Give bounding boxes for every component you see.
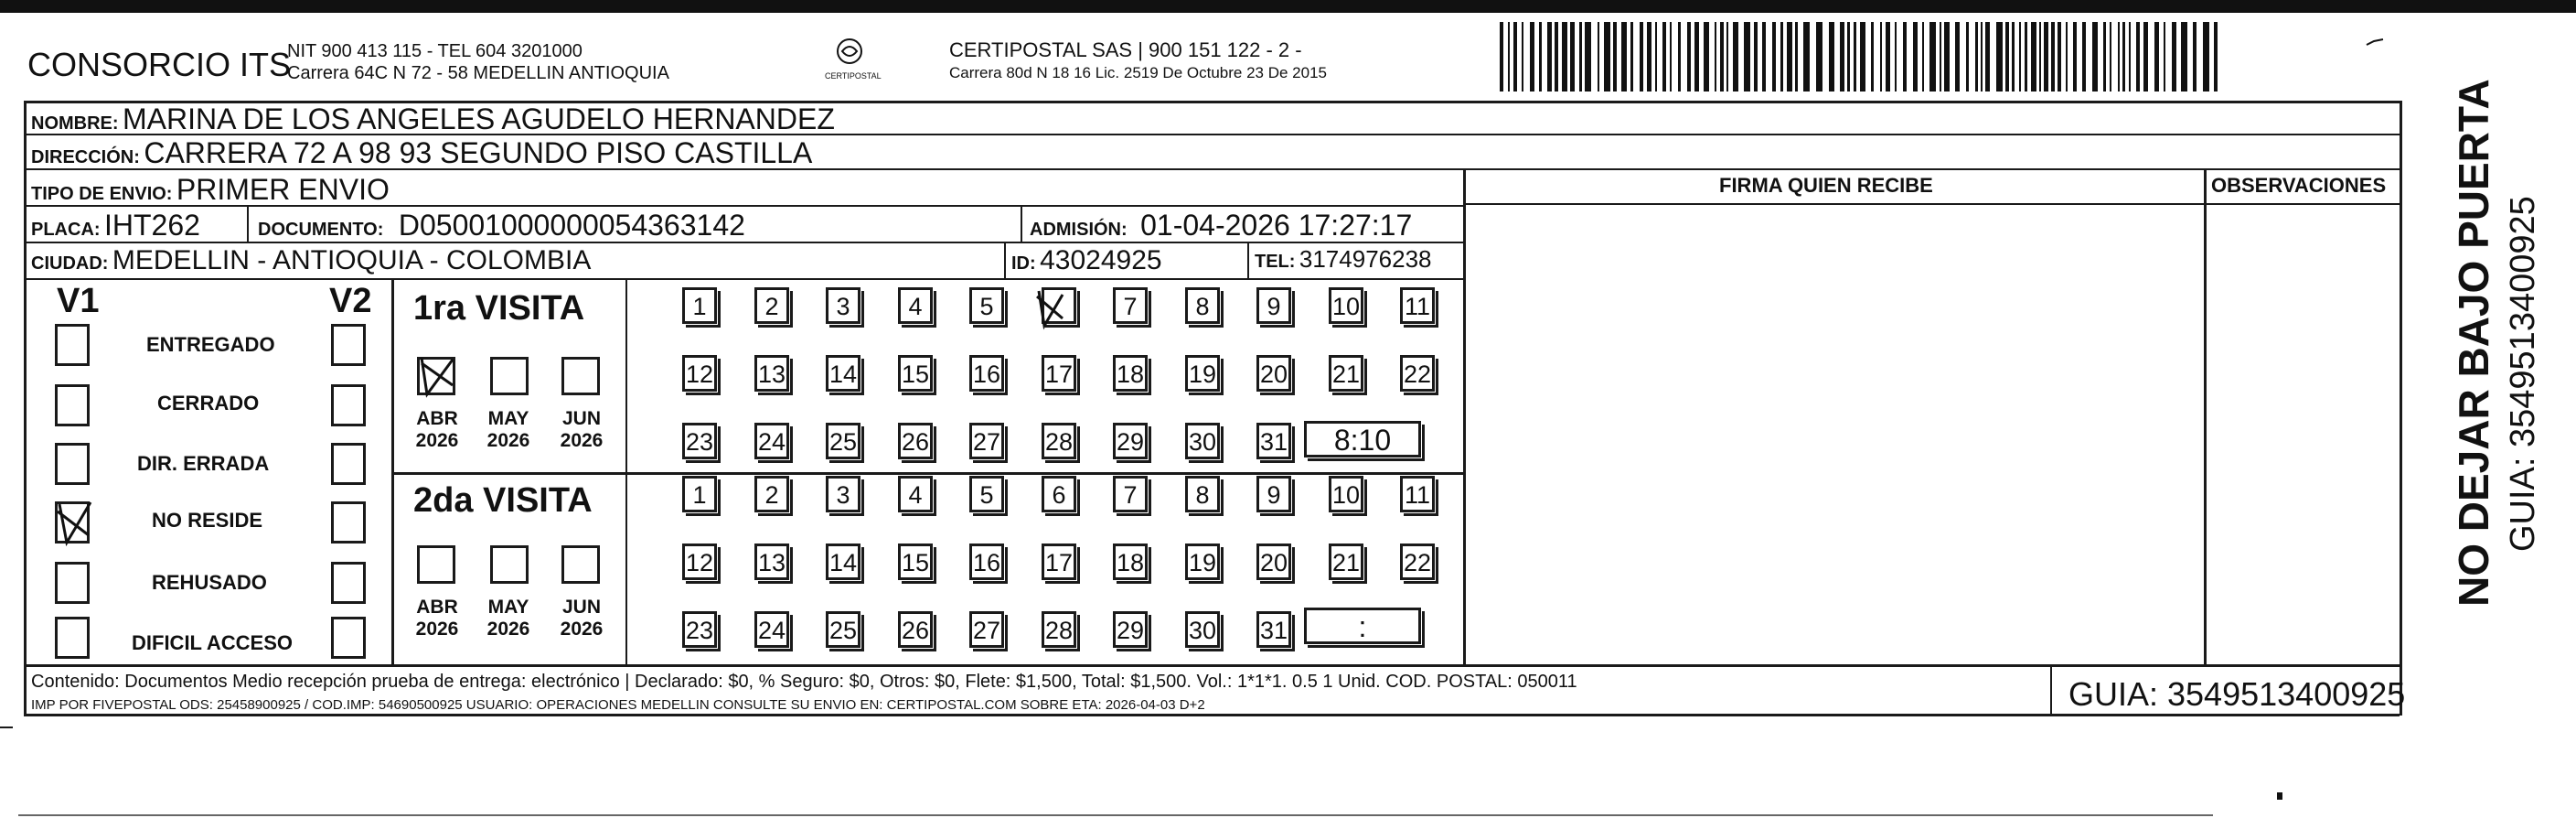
days-divider [625,280,627,664]
days2-day-23[interactable]: 23 [682,611,717,648]
second-visit-time[interactable]: : [1304,608,1421,644]
days2-day-2[interactable]: 2 [754,476,789,512]
nombre-row [31,102,835,136]
status-cerrado-label: CERRADO [157,392,260,414]
days1-day-16[interactable]: 16 [969,355,1004,392]
month-name: MAY [487,597,529,618]
guia-divider [2050,666,2052,714]
days2-day-22[interactable]: 22 [1400,544,1435,580]
visit1-may-label [481,408,536,452]
month-name: MAY [487,408,529,429]
days1-day-12[interactable]: 12 [682,355,717,392]
second-visit-title: 2da VISITA [413,481,593,520]
month-name: JUN [561,597,601,618]
month-year: 2026 [560,430,604,451]
days1-day-5[interactable]: 5 [969,287,1004,324]
status-dir-errada-label: DIR. ERRADA [137,452,270,475]
days1-day-15[interactable]: 15 [898,355,933,392]
v1-rehusado-checkbox[interactable] [55,562,90,604]
no-dejar-bajo-puerta-warning: NO DEJAR BAJO PUERTA [2450,79,2497,607]
nombre-value: MARINA DE LOS ANGELES AGUDELO HERNANDEZ [123,102,835,135]
admision-divider [1021,207,1022,242]
v1-no-reside-checkbox[interactable] [55,501,90,544]
days1-day-20[interactable]: 20 [1256,355,1291,392]
v2-dir-errada-checkbox[interactable] [331,443,366,485]
v2-no-reside-checkbox[interactable] [331,501,366,544]
days2-day-16[interactable]: 16 [969,544,1004,580]
tel-cell [1255,245,1432,274]
barcode [1500,22,2231,91]
days1-day-23[interactable]: 23 [682,423,717,459]
direccion-value: CARRERA 72 A 98 93 SEGUNDO PISO CASTILLA [144,136,813,169]
scan-dot [2277,792,2282,800]
days1-day-13[interactable]: 13 [754,355,789,392]
scan-mark [2365,37,2387,48]
days1-day-21[interactable]: 21 [1329,355,1363,392]
days2-day-28[interactable]: 28 [1042,611,1076,648]
tipo-row [31,173,390,207]
days2-day-18[interactable]: 18 [1113,544,1148,580]
days1-day-14[interactable]: 14 [826,355,860,392]
days1-day-30[interactable]: 30 [1185,423,1220,459]
v2-cerrado-checkbox[interactable] [331,384,366,426]
ciudad-value: MEDELLIN - ANTIOQUIA - COLOMBIA [112,245,592,275]
tipo-value: PRIMER ENVIO [176,173,390,206]
days2-day-25[interactable]: 25 [826,611,860,648]
top-border [0,0,2576,13]
nombre-label: NOMBRE: [31,113,119,134]
direccion-label: DIRECCIÓN: [31,147,140,167]
visit2-abr-checkbox[interactable] [417,545,455,584]
days2-day-17[interactable]: 17 [1042,544,1076,580]
ciudad-label: CIUDAD: [31,253,109,274]
visit2-may-label [481,597,536,640]
month-name: ABR [416,597,458,618]
days1-day-7[interactable]: 7 [1113,287,1148,324]
documento-value: D05001000000054363142 [398,209,745,242]
days2-day-7[interactable]: 7 [1113,476,1148,512]
v1-cerrado-checkbox[interactable] [55,384,90,426]
v2-dificil-acceso-checkbox[interactable] [331,617,366,659]
days1-day-29[interactable]: 29 [1113,423,1148,459]
logo-text: CERTIPOSTAL [825,71,882,81]
month-year: 2026 [560,619,604,640]
form-right-line [2400,101,2402,716]
placa-label: PLACA: [31,220,101,240]
company-info-1: NIT 900 413 115 - TEL 604 3201000 [287,41,583,61]
days1-day-28[interactable]: 28 [1042,423,1076,459]
scan-bottom-edge [18,814,2213,816]
company-name: CONSORCIO ITS [27,46,292,83]
carrier-info-2: Carrera 80d N 18 16 Lic. 2519 De Octubre 23 De 2015 [949,64,1327,81]
days1-day-31[interactable]: 31 [1256,423,1291,459]
v1-entregado-checkbox[interactable] [55,324,90,366]
days2-day-8[interactable]: 8 [1185,476,1220,512]
days1-day-18[interactable]: 18 [1113,355,1148,392]
firma-header: FIRMA QUIEN RECIBE [1719,174,1933,197]
company-info-2: Carrera 64C N 72 - 58 MEDELLIN ANTIOQUIA [287,63,669,83]
days2-day-1[interactable]: 1 [682,476,717,512]
admision-value: 01-04-2026 17:27:17 [1140,209,1413,242]
days2-day-11[interactable]: 11 [1400,476,1435,512]
first-visit-time[interactable]: 8:10 [1304,421,1421,457]
days2-day-20[interactable]: 20 [1256,544,1291,580]
id-label: ID: [1011,253,1036,274]
visit2-may-checkbox[interactable] [490,545,529,584]
days1-day-22[interactable]: 22 [1400,355,1435,392]
days2-day-21[interactable]: 21 [1329,544,1363,580]
carrier-info-1: CERTIPOSTAL SAS | 900 151 122 - 2 - [949,38,1302,61]
month-year: 2026 [415,430,459,451]
id-value: 43024925 [1040,245,1162,275]
days2-day-13[interactable]: 13 [754,544,789,580]
line-after-sign-header [1463,203,2400,205]
days1-day-17[interactable]: 17 [1042,355,1076,392]
month-year: 2026 [415,619,459,640]
admision-cell [1030,209,1412,242]
v1-header: V1 [57,282,100,320]
days2-day-14[interactable]: 14 [826,544,860,580]
days2-day-12[interactable]: 12 [682,544,717,580]
days2-day-6[interactable]: 6 [1042,476,1076,512]
days2-day-10[interactable]: 10 [1329,476,1363,512]
check-mark-icon [54,499,96,550]
documento-label: DOCUMENTO: [258,220,384,240]
visit1-abr-label [410,408,465,452]
admision-label: ADMISIÓN: [1030,220,1128,240]
certipostal-logo [825,35,882,88]
observaciones-header: OBSERVACIONES [2211,174,2387,197]
days1-day-3[interactable]: 3 [826,287,860,324]
visit-divider [391,472,1463,475]
id-cell [1011,245,1162,276]
visit2-jun-checkbox[interactable] [561,545,600,584]
documento-cell [258,209,745,242]
v2-header: V2 [329,282,372,320]
days1-day-26[interactable]: 26 [898,423,933,459]
status-no-reside-label: NO RESIDE [152,509,263,532]
visit2-jun-label [554,597,609,640]
visit2-abr-label [410,597,465,640]
status-dificil-acceso-label: DIFICIL ACCESO [132,631,294,654]
direccion-row [31,136,812,170]
id-divider [1004,243,1006,278]
footer-guia: GUIA: 3549513400925 [2068,675,2406,713]
v2-entregado-checkbox[interactable] [331,324,366,366]
days2-day-5[interactable]: 5 [969,476,1004,512]
v2-rehusado-checkbox[interactable] [331,562,366,604]
form-left-line [24,101,27,716]
days2-day-4[interactable]: 4 [898,476,933,512]
placa-cell [31,209,200,242]
days2-day-30[interactable]: 30 [1185,611,1220,648]
line-after-ciudad [24,278,1463,280]
footer-top-line [24,664,2400,667]
days2-day-24[interactable]: 24 [754,611,789,648]
tel-divider [1247,243,1249,278]
days2-day-27[interactable]: 27 [969,611,1004,648]
month-year: 2026 [486,619,530,640]
days1-day-19[interactable]: 19 [1185,355,1220,392]
visit1-jun-label [554,408,609,452]
visit1-jun-checkbox[interactable] [561,357,600,395]
tipo-label: TIPO DE ENVIO: [31,184,173,204]
days2-day-29[interactable]: 29 [1113,611,1148,648]
days2-day-15[interactable]: 15 [898,544,933,580]
days1-day-6[interactable] [1042,287,1076,324]
tel-value: 3174976238 [1299,245,1432,273]
check-mark-icon [416,354,458,402]
days2-day-31[interactable]: 31 [1256,611,1291,648]
days1-day-4[interactable]: 4 [898,287,933,324]
scan-edge-mark [0,727,13,728]
days1-day-8[interactable]: 8 [1185,287,1220,324]
v1-dificil-acceso-checkbox[interactable] [55,617,90,659]
month-year: 2026 [486,430,530,451]
visit1-abr-checkbox[interactable] [417,357,455,395]
ciudad-cell [31,245,591,276]
month-name: JUN [561,408,601,429]
sign-left-line [1463,170,1466,664]
days2-day-19[interactable]: 19 [1185,544,1220,580]
placa-divider [247,207,249,242]
v1-dir-errada-checkbox[interactable] [55,443,90,485]
days2-day-9[interactable]: 9 [1256,476,1291,512]
observations-area[interactable] [2207,207,2398,662]
tel-label: TEL: [1255,252,1296,272]
status-entregado-label: ENTREGADO [146,333,275,356]
visit1-may-checkbox[interactable] [490,357,529,395]
days1-day-1[interactable]: 1 [682,287,717,324]
first-visit-title: 1ra VISITA [413,289,585,328]
obs-left-line [2204,170,2207,664]
signature-area[interactable] [1467,207,2202,662]
days1-day-24[interactable]: 24 [754,423,789,459]
month-name: ABR [416,408,458,429]
days1-day-2[interactable]: 2 [754,287,789,324]
status-rehusado-label: REHUSADO [152,571,267,594]
days1-day-10[interactable]: 10 [1329,287,1363,324]
days1-day-9[interactable]: 9 [1256,287,1291,324]
footer-print-line: IMP POR FIVEPOSTAL ODS: 25458900925 / COD.IMP: 54690500925 USUARIO: OPERACIONES MEDELLIN CONSULTE SU ENVIO EN: CERTIPOSTAL.COM SOBRE ETA: 2026-04-03 D+2 [31,697,1205,713]
days2-day-3[interactable]: 3 [826,476,860,512]
placa-value: IHT262 [104,209,200,242]
footer-content-line: Contenido: Documentos Medio recepción prueba de entrega: electrónico | Declarado: $0, % Seguro: $0, Otros: $0, Flete: $1,500, Total: $1,500. Vol.: 1*1*1. 0.5 1 Unid. COD. POSTAL: 050011 [31,672,1577,692]
days1-day-27[interactable]: 27 [969,423,1004,459]
form-bottom-line [24,714,2400,716]
days1-day-11[interactable]: 11 [1400,287,1435,324]
side-guia: GUIA: 3549513400925 [2504,196,2542,552]
days1-day-25[interactable]: 25 [826,423,860,459]
days2-day-26[interactable]: 26 [898,611,933,648]
